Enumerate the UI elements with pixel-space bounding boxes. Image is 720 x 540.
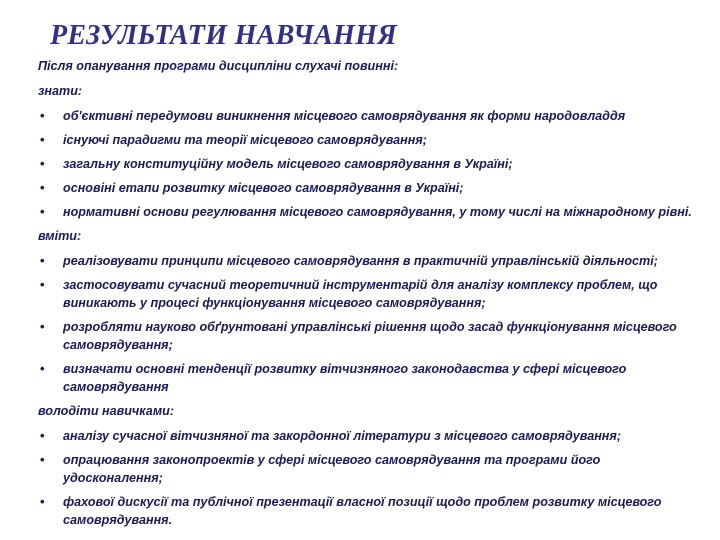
bullet-icon: • (40, 156, 45, 171)
page-title: РЕЗУЛЬТАТИ НАВЧАННЯ (50, 20, 397, 51)
section-heading-can: вміти: (38, 229, 82, 243)
bullet-icon: • (40, 253, 45, 268)
list-item (38, 318, 698, 354)
bullet-icon: • (40, 108, 45, 123)
know-list (38, 107, 698, 221)
list-item (38, 131, 698, 149)
section-heading-know: знати: (38, 84, 83, 98)
bullet-icon: • (40, 132, 45, 147)
list-item (38, 276, 698, 312)
list-item (38, 427, 698, 445)
list-item (38, 360, 698, 396)
list-item (38, 179, 698, 197)
bullet-icon: • (40, 277, 45, 292)
list-item-text: застосовувати сучасний теоретичний інструментарій для аналізу комплексу проблем, що виникають у процесі функціонування місцевого самоврядування; (63, 278, 658, 310)
list-item-text: загальну конституційну модель місцевого самоврядування в Україні; (63, 157, 513, 171)
list-item (38, 451, 698, 487)
list-item (38, 203, 698, 221)
list-item-text: існуючі парадигми та теорії місцевого самоврядування; (63, 133, 427, 147)
bullet-icon: • (40, 452, 45, 467)
slide-content (38, 57, 698, 535)
list-item-text: об'єктивні передумови виникнення місцевого самоврядування як форми народовладдя (63, 109, 626, 123)
list-item (38, 493, 698, 529)
list-item-text: опрацювання законопроектів у сфері місцевого самоврядування та програми його удосконалення; (63, 453, 601, 485)
list-item-text: розробляти науково обґрунтовані управлінські рішення щодо засад функціонування місцевого самоврядування; (63, 320, 677, 352)
list-item (38, 252, 698, 270)
list-item-text: аналізу сучасної вітчизняної та закордонної літератури з місцевого самоврядування; (63, 429, 622, 443)
list-item (38, 155, 698, 173)
list-item-text: нормативні основи регулювання місцевого самоврядування, у тому числі на міжнародному рівні. (63, 205, 692, 219)
bullet-icon: • (40, 180, 45, 195)
intro-text: Після опанування програми дисципліни слухачі повинні: (38, 59, 399, 73)
can-list (38, 252, 698, 396)
section-heading-skills: володіти навичками: (38, 404, 175, 418)
list-item-text: реалізовувати принципи місцевого самоврядування в практичній управлінській діяльності; (63, 254, 658, 268)
bullet-icon: • (40, 204, 45, 219)
bullet-icon: • (40, 361, 45, 376)
list-item (38, 107, 698, 125)
list-item-text: основіні етапи розвитку місцевого самоврядування в Україні; (63, 181, 464, 195)
bullet-icon: • (40, 319, 45, 334)
bullet-icon: • (40, 494, 45, 509)
list-item-text: фахової дискусії та публічної презентації власної позиції щодо проблем розвитку місцевого самоврядування. (63, 495, 662, 527)
skills-list (38, 427, 698, 529)
bullet-icon: • (40, 428, 45, 443)
list-item-text: визначати основні тенденції розвитку вітчизняного законодавства у сфері місцевого самоврядування (63, 362, 627, 394)
